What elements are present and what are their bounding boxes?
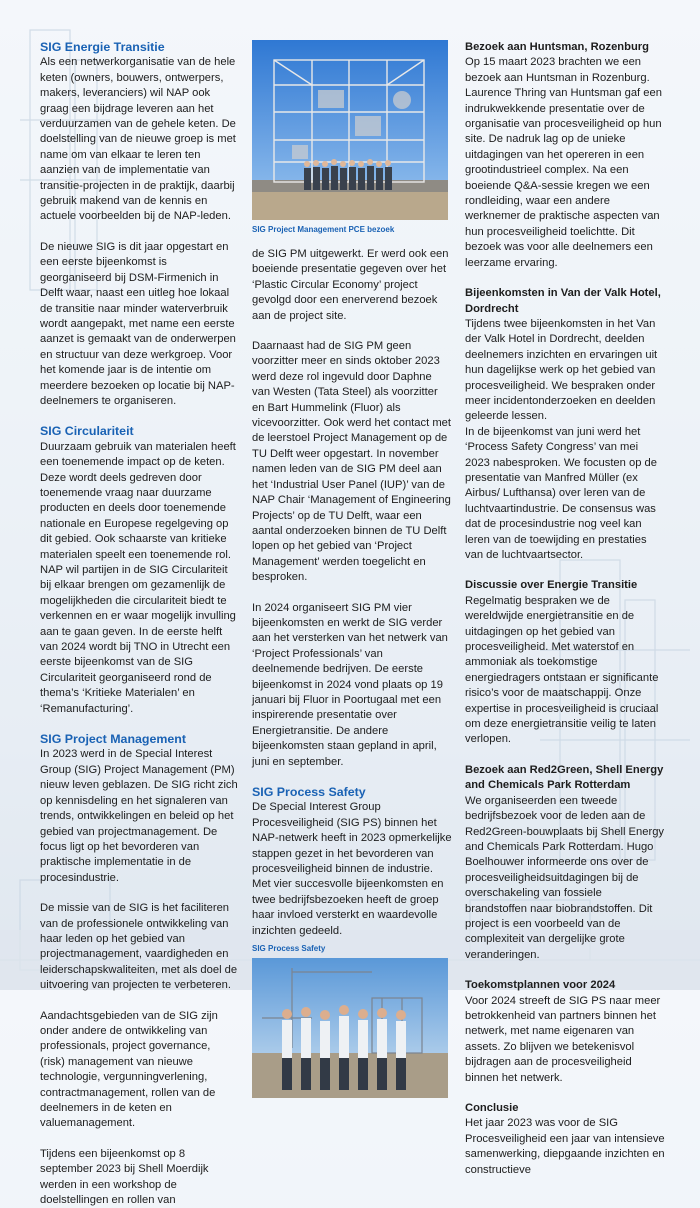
heading-sig-process-safety: SIG Process Safety (252, 785, 366, 799)
paragraph-pm-2: De missie van de SIG is het faciliteren van de professionele ontwikkeling van haar leden op het gebied van projectmanagement, vaardigheden en leiderschapskwaliteiten, met als doel de uitvoering van projecten te verbeteren. (40, 902, 238, 992)
caption-pce-visit: SIG Project Management PCE bezoek (252, 225, 395, 234)
paragraph-energie-2: De nieuwe SIG is dit jaar opgestart en een eerste bijeenkomst is georganiseerd bij DSM-Firmenich in Delft waar, naast een uitleg hoe lokaal de transitie naar minder waterverbruik wordt aangepakt, met name een eerste aanzet is gemaakt van de onderwerpen en structuur van deze werkgroep. Voor het komende jaar is de intentie om meerdere bezoeken op locatie bij NAP-deelnemers te organiseren. (40, 240, 236, 407)
caption-process-safety: SIG Process Safety (252, 944, 326, 954)
paragraph-toekomstplannen: Voor 2024 streeft de SIG PS naar meer betrokkenheid van partners binnen het netwerk, met name eigenaren van assets. Zo blijven we betekenisvol bijdragen aan de procesveiligheid binnen het netwerk. (465, 994, 661, 1084)
paragraph-pm-3: Aandachtsgebieden van de SIG zijn onder andere de ontwikkeling van professionals, project governance, (risk) management van nieuwe technologie, vergunningverlening, contractmanagement, rollen van de deelnemers in de keten en valuemanagement. (40, 1009, 218, 1130)
heading-conclusie: Conclusie (465, 1102, 519, 1114)
heading-sig-project-management: SIG Project Management (40, 732, 186, 747)
paragraph-ps-1: De Special Interest Group Procesveiligheid (SIG PS) binnen het NAP-netwerk heeft in 2023 opmerkelijke stappen gezet in het bevorderen van procesveiligheid binnen de industrie. Met vier succesvolle bijeenkomsten en twee bedrijfsbezoeken heeft de groep haar invloed versterkt en waardevolle inzichten gedeeld. (252, 801, 452, 937)
heading-bijeenkomsten-dordrecht: Bijeenkomsten in Van der Valk Hotel, Dordrecht (465, 287, 661, 315)
paragraph-energie-discussie: Regelmatig bespraken we de wereldwijde energietransitie en de uitdagingen op het gebied van procesveiligheid. Met waterstof en ammoniak als toekomstige energiedragers ontstaan er significante risico’s voor de maatschappij. Onze expertise in procesveiligheid is cruciaal om deze energietransitie veilig te laten verlopen. (465, 594, 659, 746)
paragraph-pm-4: Tijdens een bijeenkomst op 8 september 2023 bij Shell Moerdijk werden in een workshop de doelstellingen en rollen van (40, 1147, 209, 1207)
paragraph-pm-6: Daarnaast had de SIG PM geen voorzitter meer en sinds oktober 2023 werd deze rol ingevuld door Daphne van Westen (Tata Steel) als voorzitter en Bart Hummelink (Fluor) als vicevoorzitter. Ook werd het contact met de leerstoel Project Management op de TU Delft weer opgestart. In november namen leden van de SIG PM deel aan het ‘Industrial User Panel (IUP)’ van de NAP Chair ‘Management of Engineering Projects’ op de TU Delft, waar een aantal onderzoeken binnen de TU Delft lopen op het gebied van ‘Project Management’ werden toegelicht en besproken. (252, 340, 451, 584)
paragraph-conclusie: Het jaar 2023 was voor de SIG Procesveiligheid een jaar van intensieve samenwerking, diepgaande inzichten en constructieve (465, 1117, 665, 1176)
column-right (465, 40, 665, 1178)
column-left (40, 40, 238, 1208)
paragraph-pm-1: In 2023 werd in de Special Interest Group (SIG) Project Management (PM) nieuw leven geblazen. De SIG richt zich op kennisdeling en het signaleren van trends, ontwikkelingen en beleid op het gebied van projectmanagement. De focus ligt op het bevorderen van praktische implementatie in de procesindustrie. (40, 748, 238, 884)
photo-pce-site-visit (252, 40, 448, 220)
photo-process-safety-group (252, 958, 448, 1098)
paragraph-dordrecht-2: In de bijeenkomst van juni werd het ‘Process Safety Congress’ van mei 2023 nabesproken. We focusten op de presentatie van Manfred Müller (ex Airbus/ Lufthansa) over leren van de luchtvaartindustrie. De consensus was dat de procesindustrie nog veel kan leren van de toewijding en prestaties van de luchtvaartsector. (465, 425, 657, 561)
paragraph-red2green: We organiseerden een tweede bedrijfsbezoek voor de leden aan de Red2Green-bouwplaats bij Shell Energy and Chemicals Park Rotterdam. Hugo Boelhouwer informeerde ons over de procesveiligheidsuitdagingen bij de overschakeling van fossiele brandstoffen naar biobrandstoffen. Dit project is een voorbeeld van de complexiteit van dergelijke grote veranderingen. (465, 794, 665, 961)
heading-sig-energie-transitie: SIG Energie Transitie (40, 40, 165, 54)
heading-sig-circulariteit: SIG Circulariteit (40, 424, 134, 439)
paragraph-pm-5: de SIG PM uitgewerkt. Er werd ook een boeiende presentatie gegeven over het ‘Plastic Circular Economy’ project gevolgd door een enerverend bezoek aan de project site. (252, 248, 449, 322)
paragraph-pm-7: In 2024 organiseert SIG PM vier bijeenkomsten en werkt de SIG verder aan het versterken van het netwerk van ‘Project Professionals’ van deelnemende bedrijven. De eerste bijeenkomst in 2024 vond plaats op 19 januari bij Fluor in Poortugaal met een inspirerende presentatie over Energietransitie. De andere bijeenkomsten staan gepland in april, juni en september. (252, 601, 448, 768)
paragraph-energie-1: Als een netwerkorganisatie van de hele keten (owners, bouwers, ontwerpers, makers, leveranciers) wil NAP ook graag een bijdrage leveren aan het verduurzamen van de gehele keten. De doelstelling van de nieuwe groep is met name om van elkaar te leren ten aanzien van de implementatie van transitie-projecten in de praktijk, daarbij gebruik makend van de kennis en actuele voorbeelden bij de NAP-leden. (40, 56, 236, 223)
paragraph-huntsman: Op 15 maart 2023 brachten we een bezoek aan Huntsman in Rozenburg. Laurence Thring van Huntsman gaf een indrukwekkende presentatie over de organisatie van procesveiligheid op hun site. De nadruk lag op de unieke uitdagingen van het opereren in een grootindustrieel complex. Na een boeiende Q&A-sessie kregen we een rondleiding, waar een andere werknemer de praktische aspecten van hun procesveiligheid toelichtte. Dit bezoek was voor alle deelnemers een leerzame ervaring. (465, 56, 662, 269)
heading-toekomstplannen-2024: Toekomstplannen voor 2024 (465, 979, 616, 992)
heading-discussie-energie-transitie: Discussie over Energie Transitie (465, 579, 638, 592)
heading-bezoek-red2green: Bezoek aan Red2Green, Shell Energy and Chemicals Park Rotterdam (465, 763, 664, 792)
paragraph-dordrecht-1: Tijdens twee bijeenkomsten in het Van der Valk Hotel in Dordrecht, deelden deelnemers inzichten en ervaringen uit hun dagelijkse werk op het gebied van procesveiligheid. We bespraken onder meer incidentonderzoeken en deelden geleerde lessen. (465, 317, 658, 423)
paragraph-circulariteit-1: Duurzaam gebruik van materialen heeft een toenemende impact op de keten. Deze wordt deels gedreven door toenemende vraag naar duurzame producten en deels door toenemende nationale en Europese regelgeving op dit gebied. Ook schaarste van kritieke materialen speelt een toenemende rol. NAP wil partijen in de SIG Circulariteit bij elkaar brengen om gezamenlijk de mogelijkheden die circulariteit biedt te verkennen en er waar mogelijk invulling aan te gaan geven. In de eerste helft van 2024 wordt bij TNO in Utrecht een eerste bijeenkomst van de SIG Circulariteit georganiseerd rond de thema’s ‘Kritieke Materialen’ en ‘Remanufacturing’. (40, 440, 236, 715)
heading-bezoek-huntsman: Bezoek aan Huntsman, Rozenburg (465, 41, 649, 53)
column-middle (252, 40, 452, 1098)
